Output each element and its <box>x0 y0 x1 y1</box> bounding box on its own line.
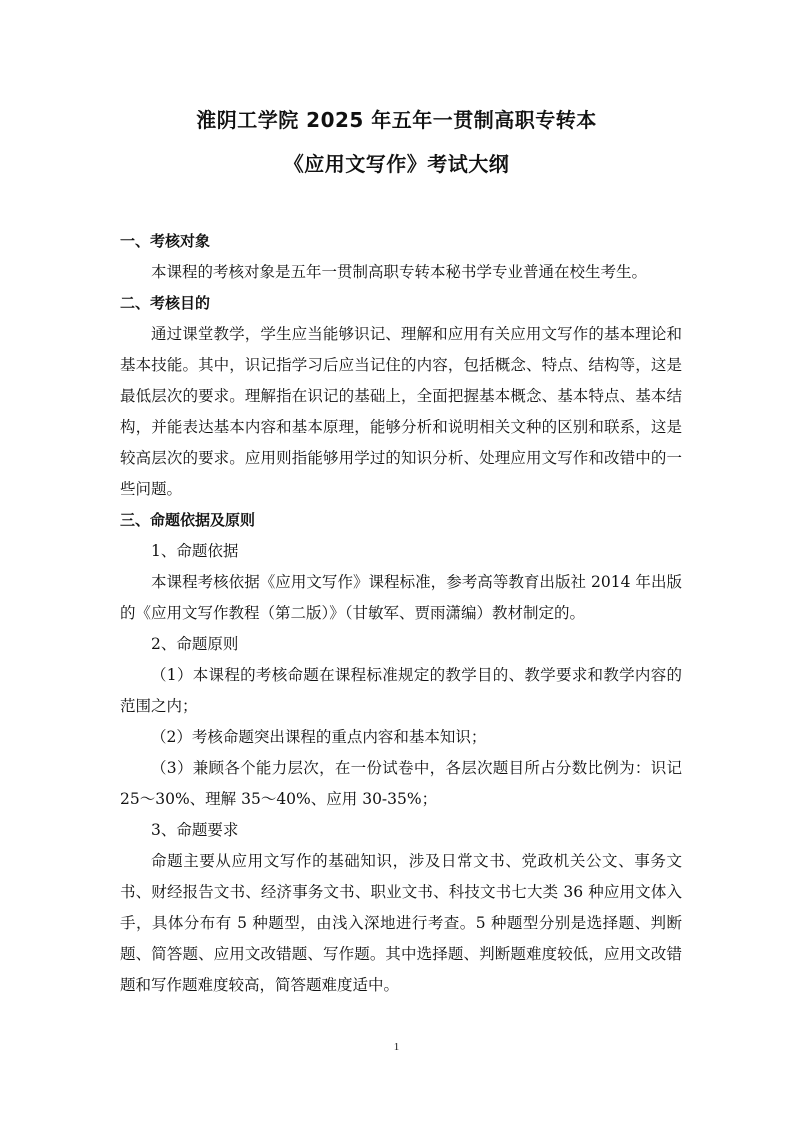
subheading-basis: 1、命题依据 <box>151 542 239 560</box>
subheading-principles: 2、命题原则 <box>151 635 239 653</box>
principle-2: （2）考核命题突出课程的重点内容和基本知识； <box>151 728 487 746</box>
section-heading-2: 二、考核目的 <box>120 294 211 312</box>
basis-paragraph: 本课程考核依据《应用文写作》课程标准，参考高等教育出版社 2014 年出版的《应用文写作教程（第二版）》（甘敏军、贾雨潇编）教材制定的。 <box>120 573 682 622</box>
section-heading-3: 三、命题依据及原则 <box>120 511 256 529</box>
document-body <box>120 226 682 1001</box>
subheading-requirements: 3、命题要求 <box>151 821 239 839</box>
principle-1: （1）本课程的考核命题在课程标准规定的教学目的、教学要求和教学内容的范围之内； <box>120 666 682 715</box>
principle-3: （3）兼顾各个能力层次，在一份试卷中，各层次题目所占分数比例为：识记 25～30%、理解 35～40%、应用 30-35%； <box>120 759 682 808</box>
section-1-paragraph: 本课程的考核对象是五年一贯制高职专转本秘书学专业普通在校生考生。 <box>151 263 648 281</box>
title-line-1: 淮阴工学院 2025 年五年一贯制高职专转本 <box>196 108 597 132</box>
section-heading-1: 一、考核对象 <box>120 232 211 250</box>
title-line-2: 《应用文写作》考试大纲 <box>283 152 510 176</box>
section-2-paragraph: 通过课堂教学，学生应当能够识记、理解和应用有关应用文写作的基本理论和基本技能。其中，识记指学习后应当记住的内容，包括概念、特点、结构等，这是最低层次的要求。理解指在识记的基础上，全面把握基本概念、基本特点、基本结构，并能表达基本内容和基本原理，能够分析和说明相关文种的区别和联系，这是较高层次的要求。应用则指能够用学过的知识分析、处理应用文写作和改错中的一些问题。 <box>120 325 682 498</box>
page-number: 1 <box>393 1041 400 1053</box>
requirements-paragraph: 命题主要从应用文写作的基础知识，涉及日常文书、党政机关公文、事务文书、财经报告文书、经济事务文书、职业文书、科技文书七大类 36 种应用文体入手，具体分布有 5 种题型，由浅入深地进行考查。5 种题型分别是选择题、判断题、简答题、应用文改错题、写作题。其中选择题、判断题难度较低，应用文改错题和写作题难度较高，简答题难度适中。 <box>120 852 682 994</box>
